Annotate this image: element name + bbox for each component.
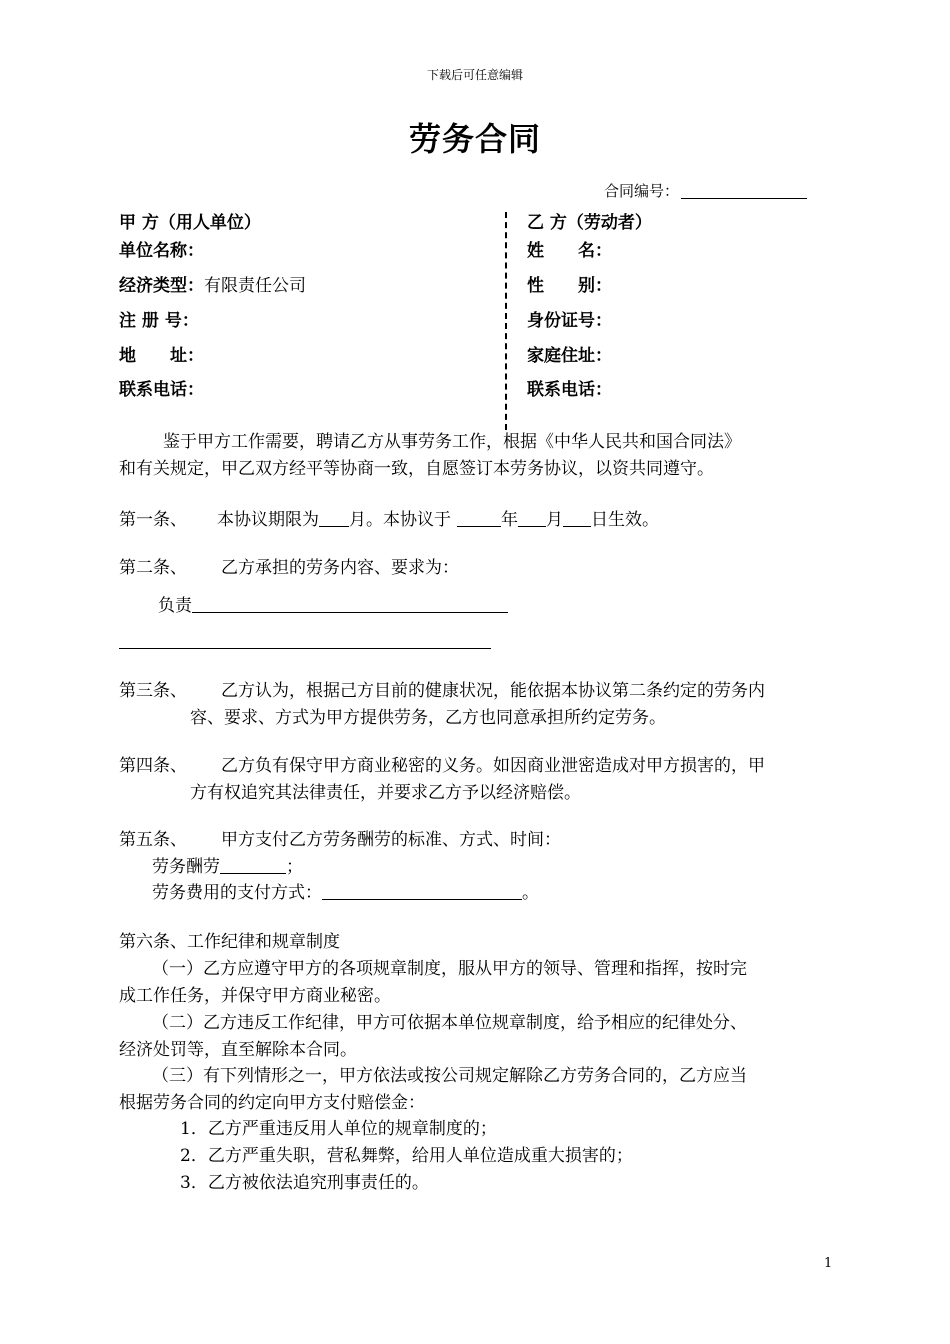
payment-method-label: 劳务费用的支付方式： [152,883,322,903]
preamble-line: 和有关规定，甲乙双方经平等协商一致，自愿签订本劳务协议，以资共同遵守。 [119,459,714,479]
party-a-row [119,306,199,331]
list-item: 1．乙方严重违反用人单位的规章制度的； [180,1119,497,1139]
article-6-clause: 成工作任务，并保守甲方商业秘密。 [119,986,391,1006]
party-a-label: 注 册 号： [119,311,199,331]
party-b-label: 性 别： [527,276,612,296]
party-a-value: 有限责任公司 [204,276,306,296]
responsibility-blank [192,596,508,613]
article-6-clause: （一）乙方应遵守甲方的各项规章制度，服从甲方的领导、管理和指挥，按时完 [152,959,747,979]
months-blank [319,510,349,527]
article-3-cont: 容、要求、方式为甲方提供劳务，乙方也同意承担所约定劳务。 [190,708,666,728]
article-text: 甲方支付乙方劳务酬劳的标准、方式、时间： [221,830,561,850]
responsibility-line [158,592,508,620]
party-a-label: 单位名称： [119,241,204,261]
party-b-label: 联系电话： [527,380,612,400]
fee-end: ； [286,857,303,877]
party-divider [505,212,507,430]
article-text: 本协议期限为 [217,510,319,530]
responsibility-label: 负责 [158,596,192,616]
party-b-row [527,375,612,400]
article-2 [119,554,459,582]
article-5 [119,826,561,854]
article-6-clause: 经济处罚等，直至解除本合同。 [119,1040,357,1060]
page-number: 1 [824,1256,833,1271]
article-1 [119,506,659,534]
article-text: 月 [546,510,563,530]
fee-label: 劳务酬劳 [152,857,220,877]
article-text: 月。本协议于 [349,510,451,530]
party-a-row [119,271,306,296]
party-a-row [119,375,204,400]
article-label: 第三条、 [119,681,187,701]
article-3 [119,677,765,705]
month-blank [518,510,546,527]
party-b-heading: 乙 方（劳动者） [527,213,652,233]
list-item: 2．乙方严重失职，营私舞弊，给用人单位造成重大损害的； [180,1146,633,1166]
party-a-row [119,236,204,261]
article-4 [119,752,765,780]
day-blank [563,510,591,527]
article-text: 乙方认为，根据己方目前的健康状况，能依据本协议第二条约定的劳务内 [221,681,765,701]
article-6-heading: 第六条、工作纪律和规章制度 [119,932,340,952]
list-item: 3．乙方被依法追究刑事责任的。 [180,1173,429,1193]
contract-number [604,180,807,201]
article-6-clause: 根据劳务合同的约定向甲方支付赔偿金： [119,1093,425,1113]
party-a-heading: 甲 方（用人单位） [119,213,261,233]
article-label: 第二条、 [119,558,187,578]
party-b-row [527,341,612,366]
party-a-label: 联系电话： [119,380,204,400]
party-b-row [527,306,612,331]
party-b-row [527,271,612,296]
party-b-label: 家庭住址： [527,346,612,366]
article-label: 第四条、 [119,756,187,776]
article-text: 年 [501,510,518,530]
article-label: 第五条、 [119,830,187,850]
payment-method-end: 。 [522,883,539,903]
payment-method-blank [322,883,522,900]
contract-number-blank [681,184,807,199]
party-a-label: 经济类型： [119,276,204,296]
page-title: 劳务合同 [408,120,541,158]
party-b-row [527,236,612,261]
article-label: 第一条、 [119,510,187,530]
contract-number-label: 合同编号： [604,182,680,200]
year-blank [457,510,501,527]
article-text: 乙方负有保守甲方商业秘密的义务。如因商业泄密造成对甲方损害的，甲 [221,756,765,776]
header-note: 下载后可任意编辑 [426,68,523,82]
article-6-clause: （三）有下列情形之一，甲方依法或按公司规定解除乙方劳务合同的，乙方应当 [152,1066,747,1086]
fee-blank [220,857,286,874]
article-6-clause: （二）乙方违反工作纪律，甲方可依据本单位规章制度，给予相应的纪律处分、 [152,1013,747,1033]
fee-line [152,853,303,881]
party-b-label: 姓 名： [527,241,612,261]
article-text: 乙方承担的劳务内容、要求为： [221,558,459,578]
payment-method-line [152,879,539,907]
preamble-line: 鉴于甲方工作需要，聘请乙方从事劳务工作，根据《中华人民共和国合同法》 [163,432,741,452]
responsibility-blank-2 [119,648,491,649]
article-text: 日生效。 [591,510,659,530]
party-a-label: 地 址： [119,346,204,366]
party-b-label: 身份证号： [527,311,612,331]
article-4-cont: 方有权追究其法律责任，并要求乙方予以经济赔偿。 [190,783,581,803]
party-a-row [119,341,204,366]
